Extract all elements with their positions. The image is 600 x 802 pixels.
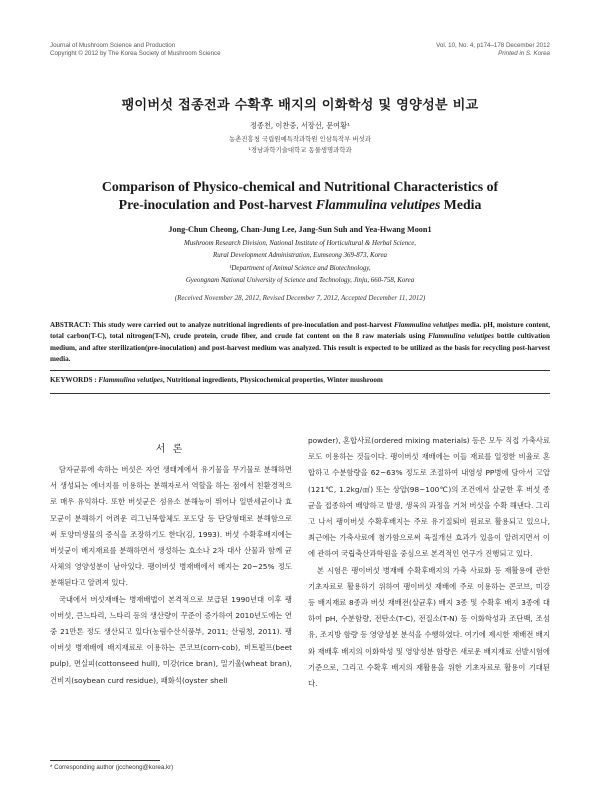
korean-authors: 정종천, 이찬중, 서장선, 문여황¹ [250, 121, 350, 130]
abstract-species-1: Flammulina velutipes [394, 321, 459, 329]
volume-info: Vol. 10, No. 4, p174–178 December 2012 [436, 42, 550, 49]
keywords [50, 375, 550, 386]
english-affiliation-3: ¹Department of Animal Science and Biotechnology, [229, 264, 371, 272]
keywords-species: Flammulina velutipes [98, 376, 163, 384]
english-title-suffix: Media [440, 196, 482, 212]
english-title [0, 178, 600, 213]
english-title-prefix: Pre-inoculation and Post-harvest [118, 196, 316, 212]
abstract-label: ABSTRACT: [50, 321, 91, 329]
paragraph: 국내에서 버섯재배는 병재배법이 본격적으로 보급된 1990년대 이후 팽이버섯, 큰느타리, 느타리 등의 생산량이 꾸준이 증가하여 2010년도에는 연중 21만톤 정도 생산되고 있다(농림수산식품부, 2011; 산림청, 2011). 팽이버섯 병재배에 배지재료로 이용하는 콘코브(corn-cob), 비트펄프(beet pulp), 면실피(cottonseed hull), 미강(rice bran), 밀기울(wheat bran), 건비지(soybean curd residue), 패화석(oyster shell [50, 594, 292, 685]
english-affiliation-2: Rural Development Administration, Eumseong 369-873, Korea [213, 252, 387, 260]
footnote-rule [50, 760, 160, 761]
abstract-text-2: media. pH, moisture content, total carbon(T-C), total nitrogen(T-N), crude protein, crude fiber, and crude fat content on the 8 raw materials using [50, 321, 550, 341]
abstract-species-2: Flammulina velutipes [428, 332, 494, 341]
korean-title: 팽이버섯 접종전과 수확후 배지의 이화학성 및 영양성분 비교 [121, 98, 479, 113]
english-affiliation-1: Mushroom Research Division, National Institute of Horticultural & Herbal Science, [183, 240, 417, 247]
keywords-label: KEYWORDS : [50, 376, 99, 384]
received-dates: (Received November 28, 2012, Revised December 7, 2012, Accepted December 11, 2012) [174, 294, 426, 302]
body-right-column [308, 433, 550, 692]
paragraph: 담자균류에 속하는 버섯은 자연 생태계에서 유기물을 무기물로 분해하면서 생성되는 에너지를 이용하는 분해자로서 역할을 하는 점에서 친환경적으로 매우 유익하다. 또한 버섯균은 섬유소 분해능이 뛰어나 일반세균이나 효모균이 분해하기 어려운 리그닌복합체도 포도당 등 단당형태로 분해함으로써 토양미생물의 증식을 조장하기도 한다(김, 1993). 버섯 수확후배지에는 버섯균이 배지재료를 분해하면서 생성하는 효소나 2차 대사 산물과 함께 균사체의 영양성분이 남아있다. 팽이버섯 병재배에서 배지는 20~25% 정도 분해된다고 알려져 있다. [50, 465, 292, 588]
english-title-line-1: Comparison of Physico-chemical and Nutritional Characteristics of [101, 179, 499, 194]
english-title-species: Flammulina velutipes [315, 196, 441, 212]
corresponding-author-footnote: * Corresponding author (jccheong@korea.kr) [50, 764, 174, 771]
body-left-column [50, 462, 292, 689]
english-title-line-2 [0, 196, 600, 214]
paragraph: powder), 혼합사료(ordered mixing materials) 등은 모두 직접 가축사료로도 이용하는 것들이다. 팽이버섯 재배에는 이들 재료를 일정한 비율로 혼합하고 수분함량을 62~63% 정도로 조절하여 내염성 PP병에 담아서 고압(121℃, 1.2kg/㎠) 또는 상압(98~100℃)의 조건에서 살균한 후 버섯 종균을 접종하여 배양하고 발생, 생육의 과정을 거쳐 버섯을 수확 해낸다. 그리고 나서 팽이버섯 수확후배지는 주로 유기질퇴비 원료로 활용되고 있으나, 최근에는 가축사료에 첨가함으로써 육질개선 효과가 있음이 알려지면서 이에 관하여 국립축산과학원을 중심으로 본격적인 연구가 진행되고 있다. [308, 436, 550, 559]
abstract [50, 320, 550, 365]
keywords-rest: , Nutritional ingredients, Physicochemical properties, Winter mushroom [162, 376, 383, 384]
journal-name: Journal of Mushroom Science and Production [50, 42, 176, 49]
korean-affiliation-2: ¹경남과학기술대학교 동물생명과학과 [248, 145, 352, 154]
printed-in: Printed in S. Korea [498, 50, 550, 58]
english-authors: Jong-Chun Cheong, Chan-Jung Lee, Jang-Sun Suh and Yea-Hwang Moon1 [168, 225, 432, 234]
section-heading-introduction: 서 론 [155, 444, 185, 455]
korean-affiliation-1: 농촌진흥청 국립원예특작과학원 인삼특작부 버섯과 [229, 135, 371, 143]
keywords-bottom-rule [50, 393, 550, 394]
english-affiliation-4: Gyeongnam National University of Science and Technology, Jinju, 660-758, Korea [185, 276, 415, 284]
journal-header [50, 42, 221, 59]
abstract-text-1: This study were carried out to analyze nutritional ingredients of pre-inoculation and post-harvest [90, 321, 395, 329]
abstract-text-3: bottle cultivation medium, and after sterilization(pre-inoculation) and post-harvest medium was analyzed. This result is expected to be utilized as the basis for recycling post-harvest media. [50, 332, 550, 363]
english-affiliations [0, 238, 600, 287]
korean-affiliations [0, 134, 600, 155]
issue-header [436, 42, 550, 59]
copyright-line: Copyright © 2012 by The Korea Society of Mushroom Science [50, 50, 221, 58]
paragraph: 본 시험은 팽이버섯 병재배 수확후배지의 가축 사료화 등 재활용에 관한 기초자료로 활용하기 위하여 팽이버섯 재배에 주로 이용하는 콘코브, 미강 등 배지재료 8종과 버섯 재배전(살균후) 배지 3종 및 수확후 배지 3종에 대하여 pH, 수분함량, 전탄소(T-C), 전질소(T-N) 등 이화학성과 조단백, 조섬유, 조지방 함량 등 영양성분 분석을 수행하였다. 여기에 제시한 재배전 배지와 재배후 배지의 이화학성 및 영양성분 함량은 새로운 배지재료 선발시험에 기준으로, 그리고 수확후 배지의 재활용을 위한 기초자료로 활용이 기대된다. [308, 565, 550, 689]
keywords-top-rule [50, 370, 550, 371]
